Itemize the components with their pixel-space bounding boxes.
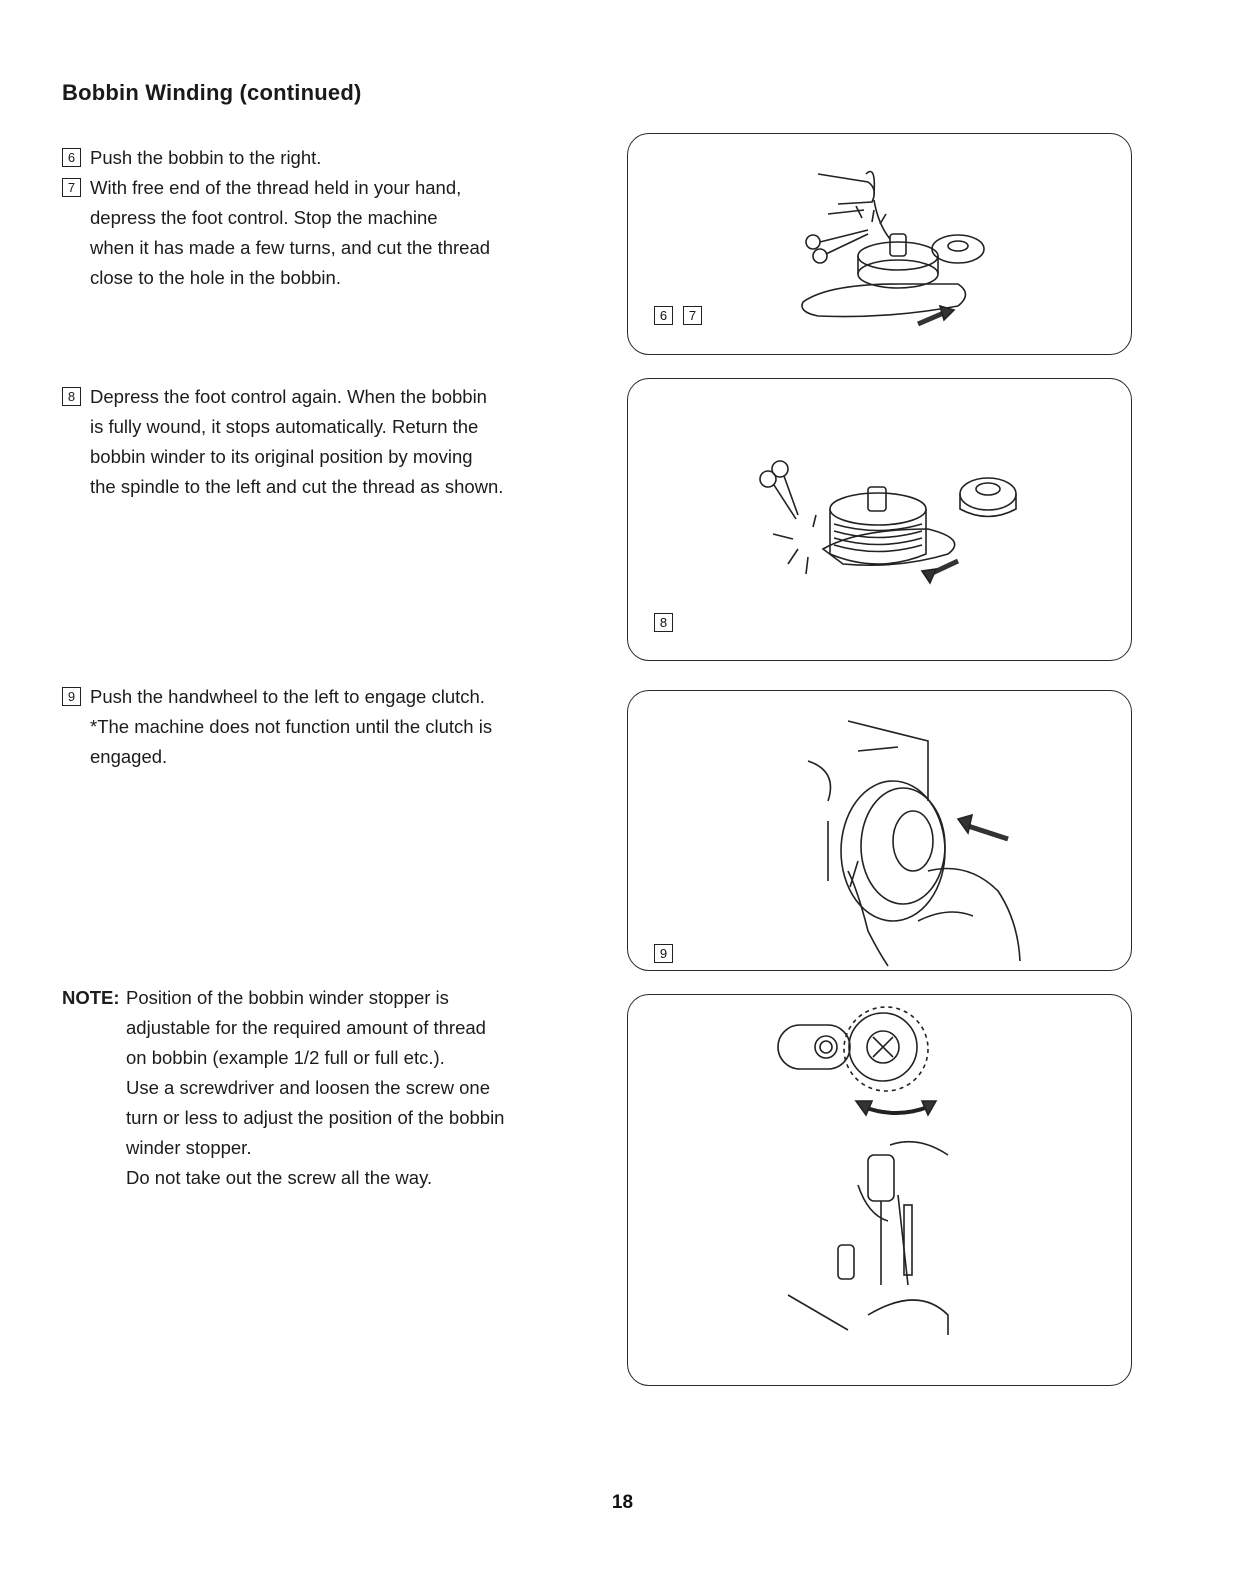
step-8-block (62, 382, 602, 502)
figure-2-tags (654, 613, 673, 632)
page-number: 18 (611, 1492, 634, 1513)
figure-1-tags (654, 306, 702, 325)
note (62, 983, 505, 1188)
step-9-text: Push the handwheel to the left to engage clutch. *The machine does not function until the clutch is engaged. (90, 686, 493, 767)
figure-tag-9: 9 (654, 944, 673, 963)
step-9-block (62, 682, 602, 772)
step-6-text: Push the bobbin to the right. (90, 147, 322, 168)
bobbin-cut-thread-illustration (628, 134, 1133, 356)
figure-step-8 (627, 378, 1132, 661)
step-8 (62, 382, 602, 502)
note-text: Position of the bobbin winder stopper is adjustable for the required amount of thread on bobbin (example 1/2 full or full etc.). Use a screwdriver and loosen the screw one turn or less to adjust the position of the bobbin winder stopper. Do not take out the screw all the way. (126, 987, 505, 1188)
step-8-text: Depress the foot control again. When the bobbin is fully wound, it stops automatically. Return the bobbin winder to its original position by moving the spindle to the left and cut the thread as shown. (90, 386, 504, 497)
note-label: NOTE: (62, 987, 120, 1008)
step-7 (62, 173, 602, 293)
page-title: Bobbin Winding (continued) (62, 80, 362, 105)
step-9 (62, 682, 602, 772)
figure-steps-6-7 (627, 133, 1132, 355)
figure-note-stopper (627, 994, 1132, 1386)
step-6 (62, 143, 602, 173)
stopper-screw-adjust-illustration (628, 995, 1133, 1387)
bobbin-full-wound-illustration (628, 379, 1133, 662)
step-number-9: 9 (62, 687, 81, 706)
figure-step-9 (627, 690, 1132, 971)
step-number-6: 6 (62, 148, 81, 167)
step-number-7: 7 (62, 178, 81, 197)
figure-3-tags (654, 944, 673, 963)
figure-tag-6: 6 (654, 306, 673, 325)
step-7-text: With free end of the thread held in your hand, depress the foot control. Stop the machine when it has made a few turns, and cut the thread close to the hole in the bobbin. (90, 177, 491, 288)
handwheel-clutch-illustration (628, 691, 1133, 972)
figure-tag-8: 8 (654, 613, 673, 632)
step-number-8: 8 (62, 387, 81, 406)
steps-6-7 (62, 143, 602, 293)
figure-tag-7: 7 (683, 306, 702, 325)
